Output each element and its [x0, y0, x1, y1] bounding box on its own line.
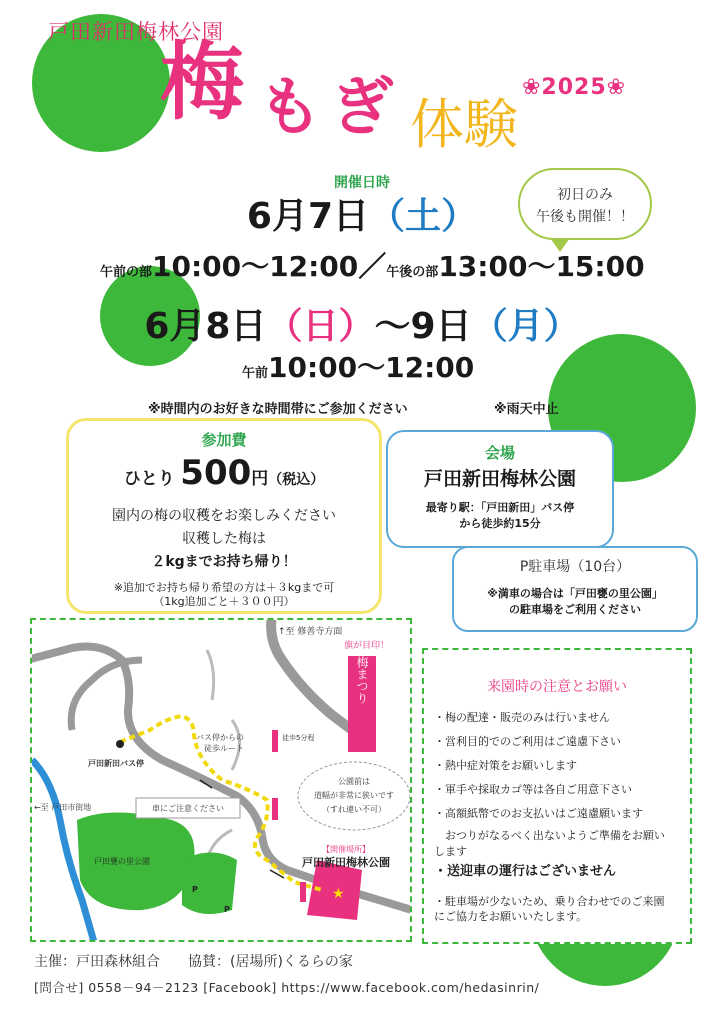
rain-note: ※雨天中止: [494, 402, 559, 417]
contact-line: [問合せ] 0558－94－2123 [Facebook] https://www.facebook.com/hedasinrin/: [34, 980, 540, 995]
access-map: [30, 618, 412, 942]
kame-park-label: 戸田甕の里公園: [94, 857, 150, 866]
day3-weekday-mon: 月: [507, 306, 544, 347]
rule-item: にご協力をお願いいたします。: [434, 910, 588, 923]
fee-box: [66, 418, 382, 614]
schedule-heading: 開催日時: [334, 175, 390, 191]
venue-access-1: 最寄り駅：「戸田新田」バス停: [425, 501, 575, 514]
fee-tax: （税込）: [268, 472, 325, 488]
bubble-line-2: 午後も開催！！: [536, 209, 634, 225]
venue-name: 戸田新田梅林公園: [423, 468, 576, 490]
rule-item: します: [434, 845, 467, 858]
venue-star: ★: [332, 886, 345, 902]
day2-times: [242, 346, 474, 386]
sponsor-line: 主催：戸田森林組合 協賛：(居場所)くるらの家: [34, 954, 353, 970]
rule-item: おつりがなるべく出ないようご準備をお願い: [434, 829, 665, 842]
day1-weekday: 土: [405, 196, 442, 237]
visitor-notes-box: [422, 648, 692, 944]
day2-date: [0, 298, 724, 349]
road-note-2: 道幅が非常に狭いです: [314, 791, 394, 800]
fee-per-person: ひとり: [123, 469, 175, 489]
rule-item: ・梅の配達・販売のみは行いません: [434, 711, 610, 724]
time-separator: ／: [358, 250, 387, 283]
title-gi: ぎ: [330, 71, 394, 145]
to-shuzenji-label: ↑至 修善寺方面: [278, 627, 343, 637]
am-label: 午前の部: [100, 265, 153, 280]
to-city-label: ←至 戸田市街地: [34, 803, 92, 812]
fee-price: [69, 453, 379, 493]
fee-desc-2: 収穫した梅は: [182, 531, 266, 547]
venue-tag-label: 【開催場所】: [322, 845, 370, 854]
fee-heading: 参加費: [201, 431, 247, 449]
parking-note-2: の駐車場をご利用ください: [509, 603, 641, 616]
fee-small-2: （1kg追加ごと＋３００円）: [153, 595, 295, 608]
venue-access: [388, 500, 612, 532]
route-label-2: 徒歩ルート: [204, 744, 244, 753]
fee-additional-note: [69, 581, 379, 609]
rule-item: ・熱中症対策をお願いします: [434, 759, 577, 772]
day2-paren-open: （: [266, 306, 303, 347]
venue-access-2: から徒歩約15分: [459, 517, 541, 530]
parking-heading: P駐車場（10台）: [519, 559, 631, 575]
flag-marker-3: [300, 882, 306, 902]
car-caution-label: 車にご注意ください: [152, 804, 224, 813]
title-mo: も: [258, 71, 322, 145]
am-time-2: 10:00～12:00: [268, 351, 475, 384]
venue-map-label: 戸田新田梅林公園: [302, 856, 390, 869]
fee-amount: 500: [180, 453, 252, 493]
day2-weekday-sun: 日: [302, 306, 339, 347]
rule-item: ・駐車場が少ないため、乗り合わせでのご来園: [434, 895, 665, 908]
rule-item: ・軍手や採取カゴ等は各自ご用意下さい: [434, 783, 632, 796]
visitor-notes-title: 来園時の注意とお願い: [487, 679, 627, 695]
fee-desc-3: ２kgまでお持ち帰り！: [151, 554, 297, 570]
day2-paren-close: ）: [338, 306, 375, 347]
parking-marker-2: P: [224, 905, 230, 914]
fee-desc-1: 園内の梅の収穫をお楽しみください: [112, 508, 336, 524]
walk-minutes-label: 徒歩5分程: [282, 734, 315, 742]
day1-date: [0, 188, 724, 239]
title-taiken: 体験: [410, 93, 518, 156]
pm-label: 午後の部: [386, 265, 439, 280]
flag-target-label: 旗が目印！: [344, 641, 390, 651]
bus-stop-label: 戸田新田バス停: [88, 759, 144, 768]
venue-heading: 会場: [484, 444, 515, 462]
time-note: ※時間内のお好きな時間帯にご参加ください: [148, 402, 408, 417]
bubble-line-1: 初日のみ: [557, 187, 613, 203]
flag-marker-1: [272, 730, 278, 752]
bus-stop-marker: [116, 740, 124, 748]
day3-paren-open: （: [471, 306, 508, 347]
rule-item-highlight: ・送迎車の運行はございません: [434, 864, 617, 879]
day1-paren-close: ）: [441, 196, 478, 237]
side-road-1: [207, 650, 214, 700]
pm-time: 13:00～15:00: [438, 250, 645, 283]
parking-box: [452, 546, 698, 632]
day1-paren-open: （: [369, 196, 406, 237]
road-note-1: 公園前は: [338, 777, 370, 786]
fee-small-1: ※追加でお持ち帰り希望の方は＋３kgまで可: [113, 581, 335, 594]
rule-item: ・高額紙幣でのお支払いはご遠慮願います: [434, 807, 643, 820]
parking-note-1: ※満車の場合は「戸田甕の里公園」: [487, 587, 663, 600]
access-map-svg: [32, 620, 410, 940]
am-time: 10:00～12:00: [152, 250, 359, 283]
venue-box: [386, 430, 614, 548]
title-ume: 梅: [160, 33, 245, 131]
flag-text: 梅まつり: [355, 656, 369, 704]
fee-unit: 円: [251, 469, 269, 489]
road-note-3: （すれ違い不可）: [322, 805, 386, 814]
day1-times: [100, 245, 645, 285]
day1-month-day: 6月7日: [246, 196, 370, 237]
year-badge: ❀2025❀: [522, 75, 627, 100]
day2-tilde: ～: [374, 306, 411, 347]
day2-end: 9日: [410, 306, 472, 347]
am-label-2: 午前: [242, 366, 269, 381]
day3-paren-close: ）: [543, 306, 580, 347]
parking-note: [454, 586, 696, 618]
day2-start: 6月8日: [144, 306, 267, 347]
route-label-1: バス停からの: [196, 733, 244, 742]
fee-description: [69, 505, 379, 574]
venue-subtitle: 戸田新田梅林公園: [48, 20, 224, 44]
rule-item: ・営利目的でのご利用はご遠慮下さい: [434, 735, 621, 748]
parking-marker-1: P: [192, 885, 198, 894]
flag-marker-2: [272, 798, 278, 820]
